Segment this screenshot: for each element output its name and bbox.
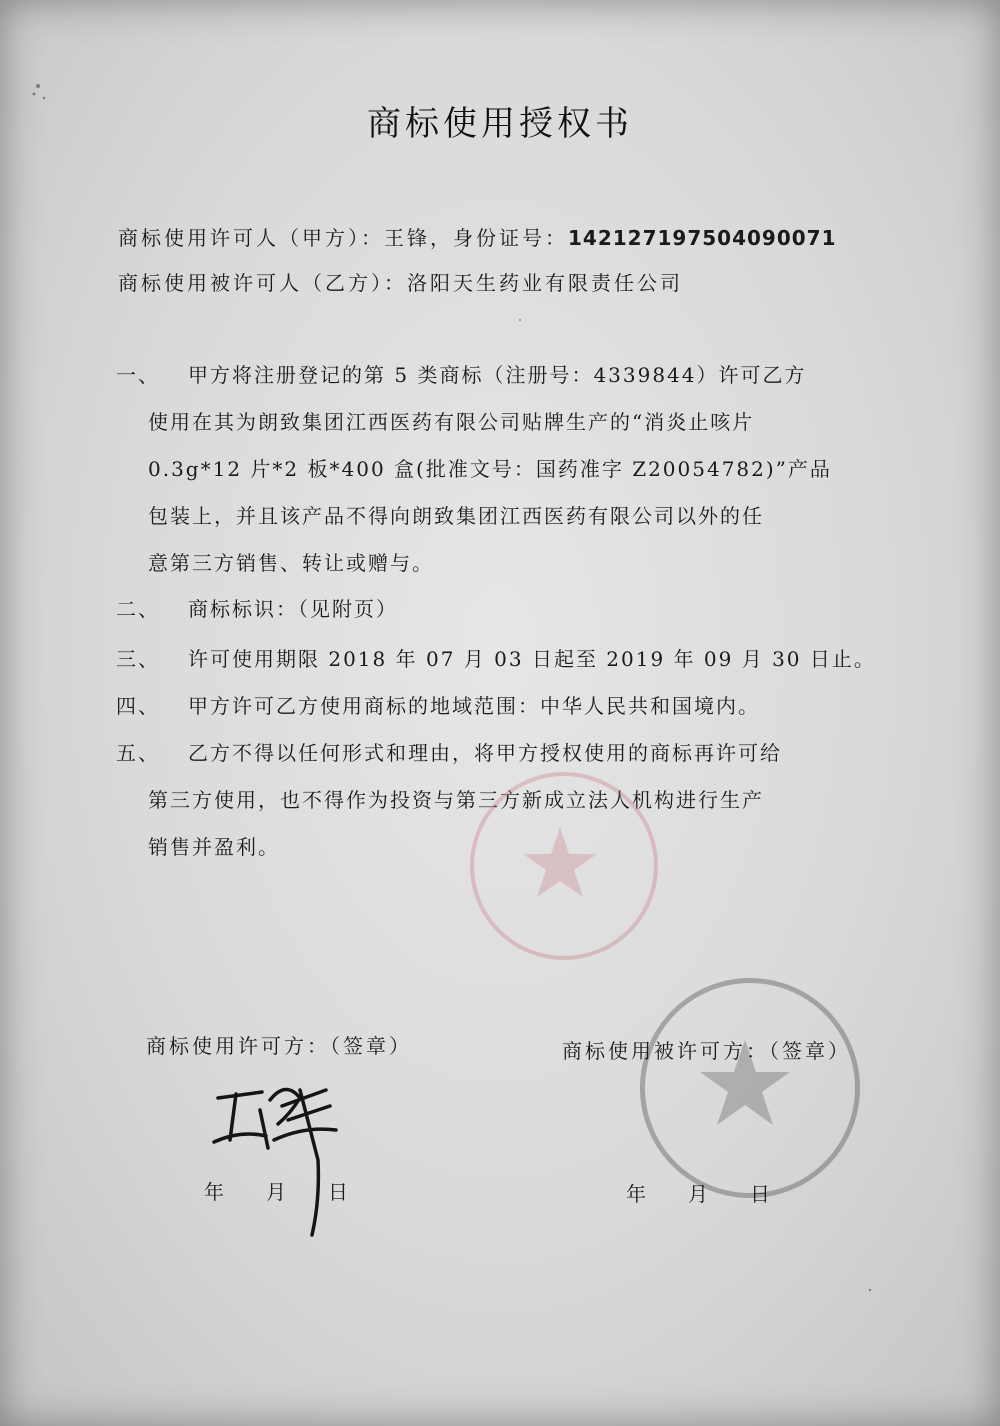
- licensor-date: [204, 1176, 390, 1205]
- clause-text: 第三方使用，也不得作为投资与第三方新成立法人机构进行生产: [148, 788, 764, 812]
- clause-4: [116, 683, 916, 730]
- licensee-line: 商标使用被许可人（乙方）：洛阳天生药业有限责任公司: [118, 271, 683, 295]
- clause-number: 二、: [116, 597, 160, 621]
- seal-star-icon: [640, 978, 850, 1188]
- clause-text: 销售并盈利。: [148, 835, 280, 859]
- red-company-seal: [470, 772, 658, 960]
- licensor-signature-label: 商标使用许可方：（签章）: [146, 1034, 412, 1058]
- licensor-line: [118, 222, 837, 251]
- date-month-label: 月: [688, 1182, 708, 1206]
- seal-star-icon: [470, 772, 650, 952]
- licensee-date: [626, 1178, 812, 1207]
- licensee-signature-label: 商标使用被许可方：（签章）: [562, 1039, 851, 1063]
- handwritten-signature: [200, 1070, 360, 1240]
- clause-2: [116, 586, 916, 633]
- clause-number: 四、: [116, 694, 160, 718]
- date-month-label: 月: [266, 1180, 286, 1204]
- clause-text: 甲方将注册登记的第 5 类商标（注册号：4339844）许可乙方: [188, 363, 807, 387]
- licensee-company-seal: [640, 978, 860, 1198]
- clause-text: 意第三方销售、转让或赠与。: [148, 551, 434, 575]
- clause-1: [116, 352, 916, 587]
- date-year-label: 年: [204, 1180, 224, 1204]
- date-day-label: 日: [328, 1180, 348, 1204]
- licensor-id-number: 142127197504090071: [568, 226, 837, 250]
- clause-3: [116, 636, 916, 683]
- clause-text: 甲方许可乙方使用商标的地域范围：中华人民共和国境内。: [188, 694, 760, 718]
- clause-text: 包装上，并且该产品不得向朗致集团江西医药有限公司以外的任: [148, 504, 764, 528]
- licensor-label: 商标使用许可人（甲方）：王锋，身份证号：: [118, 226, 568, 250]
- clause-text: 商标标识：（见附页）: [188, 597, 398, 621]
- document-title: 商标使用授权书: [367, 104, 633, 144]
- date-year-label: 年: [626, 1182, 646, 1206]
- clause-text: 许可使用期限 2018 年 07 月 03 日起至 2019 年 09 月 30 日止。: [188, 647, 876, 671]
- clause-text: 乙方不得以任何形式和理由，将甲方授权使用的商标再许可给: [188, 741, 782, 765]
- clause-number: 一、: [116, 363, 160, 387]
- clause-text: 0.3g*12 片*2 板*400 盒(批准文号：国药准字 Z20054782)”产品: [148, 457, 832, 481]
- clause-text: 使用在其为朗致集团江西医药有限公司贴牌生产的“消炎止咳片: [148, 410, 755, 434]
- clause-number: 五、: [116, 741, 160, 765]
- date-day-label: 日: [750, 1182, 770, 1206]
- clause-number: 三、: [116, 647, 160, 671]
